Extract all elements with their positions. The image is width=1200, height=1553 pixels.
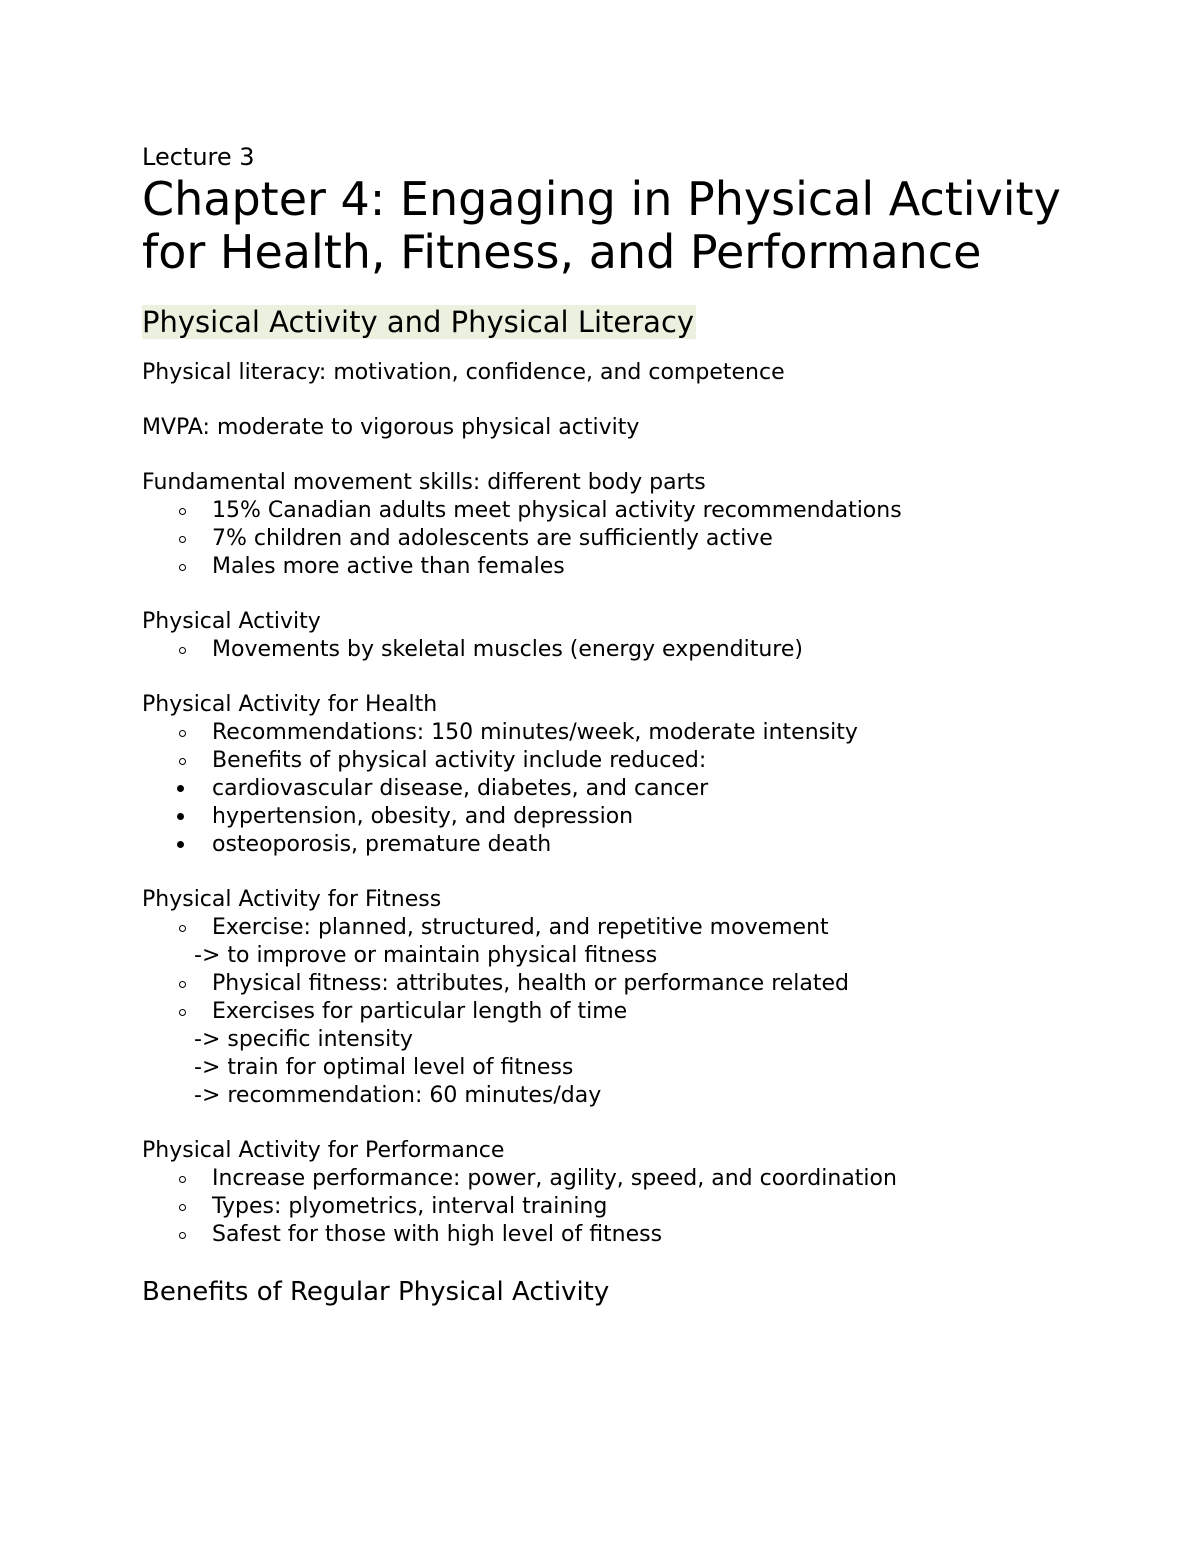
list-item-text: Types: plyometrics, interval training [212, 1194, 608, 1219]
list-item-text: Recommendations: 150 minutes/week, moderate intensity [212, 720, 858, 745]
health-list [142, 719, 1102, 859]
arrow-note: -> to improve or maintain physical fitness [194, 943, 658, 968]
list-item-text: Increase performance: power, agility, speed, and coordination [212, 1166, 897, 1191]
health-heading: Physical Activity for Health [142, 692, 438, 717]
list-item [142, 914, 1102, 942]
arrow-note: -> recommendation: 60 minutes/day [194, 1083, 602, 1108]
list-item [142, 1165, 1102, 1193]
list-item [142, 1193, 1102, 1221]
physical-activity-list [142, 636, 1102, 664]
circle-bullet-icon [179, 647, 186, 654]
list-item-text: Males more active than females [212, 554, 565, 579]
circle-bullet-icon [179, 981, 186, 988]
list-item-text: Physical fitness: attributes, health or performance related [212, 971, 850, 996]
list-item-text: Exercises for particular length of time [212, 999, 628, 1024]
list-item [142, 747, 1102, 775]
disc-bullet-icon [177, 813, 184, 820]
circle-bullet-icon [179, 730, 186, 737]
list-item [142, 775, 1102, 803]
circle-bullet-icon [179, 1009, 186, 1016]
list-item [142, 998, 1102, 1026]
list-item-text: 15% Canadian adults meet physical activity recommendations [212, 498, 902, 523]
circle-bullet-icon [179, 564, 186, 571]
circle-bullet-icon [179, 758, 186, 765]
list-item-text: Safest for those with high level of fitness [212, 1222, 663, 1247]
definition-physical-literacy: Physical literacy: motivation, confidence, and competence [142, 360, 785, 385]
performance-heading: Physical Activity for Performance [142, 1138, 505, 1163]
circle-bullet-icon [179, 1232, 186, 1239]
highlighted-heading-text: Physical Activity and Physical Literacy [142, 305, 695, 339]
benefits-heading: Benefits of Regular Physical Activity [142, 1277, 610, 1307]
list-item [142, 497, 1102, 525]
section-heading-physical-literacy [142, 303, 1102, 341]
list-item-text: hypertension, obesity, and depression [212, 804, 634, 829]
list-item [142, 719, 1102, 747]
lecture-label: Lecture 3 [142, 143, 255, 171]
arrow-note: -> specific intensity [194, 1027, 413, 1052]
list-item [142, 553, 1102, 581]
list-item-text: osteoporosis, premature death [212, 832, 552, 857]
list-item-text: 7% children and adolescents are sufficiently active [212, 526, 773, 551]
fitness-list-continued [142, 970, 1102, 1026]
definition-movement-skills: Fundamental movement skills: different body parts [142, 470, 706, 495]
fitness-list [142, 914, 1102, 942]
disc-bullet-icon [177, 841, 184, 848]
list-item-text: cardiovascular disease, diabetes, and cancer [212, 776, 709, 801]
list-item [142, 1221, 1102, 1249]
list-item [142, 525, 1102, 553]
list-item-text: Movements by skeletal muscles (energy expenditure) [212, 637, 803, 662]
list-item-text: Exercise: planned, structured, and repetitive movement [212, 915, 829, 940]
stats-list [142, 497, 1102, 581]
physical-activity-heading: Physical Activity [142, 609, 321, 634]
arrow-note: -> train for optimal level of fitness [194, 1055, 574, 1080]
list-item [142, 970, 1102, 998]
performance-list [142, 1165, 1102, 1249]
definition-mvpa: MVPA: moderate to vigorous physical activity [142, 415, 640, 440]
chapter-title: Chapter 4: Engaging in Physical Activity for Health, Fitness, and Performance [142, 172, 1061, 279]
list-item-text: Benefits of physical activity include reduced: [212, 748, 707, 773]
circle-bullet-icon [179, 536, 186, 543]
circle-bullet-icon [179, 1176, 186, 1183]
list-item [142, 803, 1102, 831]
circle-bullet-icon [179, 925, 186, 932]
document-content [142, 141, 1102, 1309]
list-item [142, 831, 1102, 859]
disc-bullet-icon [177, 785, 184, 792]
fitness-heading: Physical Activity for Fitness [142, 887, 442, 912]
list-item [142, 636, 1102, 664]
circle-bullet-icon [179, 508, 186, 515]
circle-bullet-icon [179, 1204, 186, 1211]
